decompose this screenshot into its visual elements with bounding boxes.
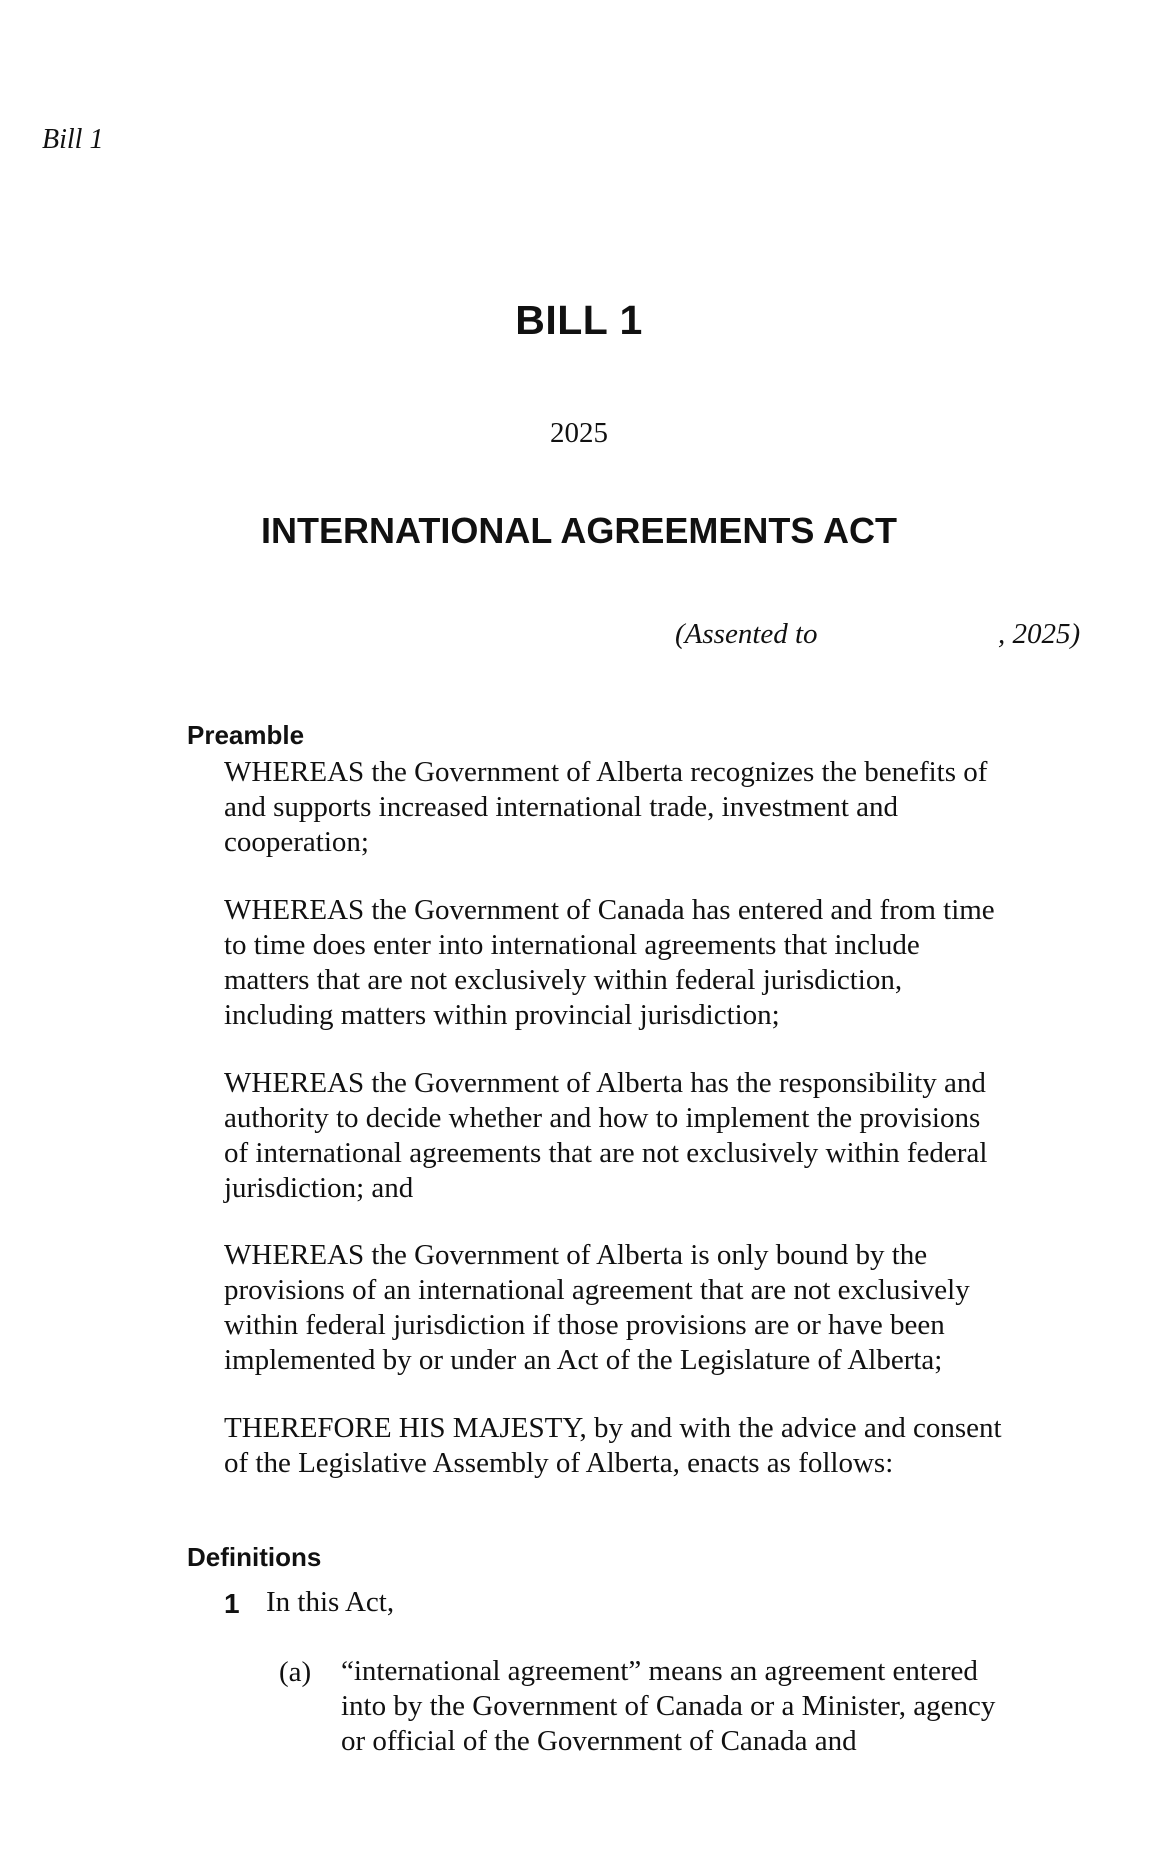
assent-suffix: , 2025) [998, 618, 1081, 650]
paragraph-line: WHEREAS the Government of Alberta has the responsibility and [224, 1067, 986, 1099]
running-head: Bill 1 [42, 124, 104, 155]
preamble-enacting-clause [224, 1411, 1104, 1481]
bill-year: 2025 [550, 417, 608, 449]
paragraph-line: jurisdiction; and [224, 1172, 414, 1204]
clause-line: into by the Government of Canada or a Minister, agency [341, 1690, 996, 1722]
preamble-paragraph-3 [224, 1066, 1104, 1206]
paragraph-line: including matters within provincial jurisdiction; [224, 999, 780, 1031]
preamble-paragraph-4 [224, 1238, 1104, 1378]
paragraph-line: WHEREAS the Government of Alberta recognizes the benefits of [224, 756, 988, 788]
preamble-paragraph-2 [224, 893, 1104, 1033]
paragraph-line: WHEREAS the Government of Canada has entered and from time [224, 894, 995, 926]
paragraph-line: and supports increased international trade, investment and [224, 791, 899, 823]
definitions-heading: Definitions [187, 1542, 322, 1572]
clause-text [341, 1654, 1101, 1759]
assent-line [675, 620, 1095, 649]
paragraph-line: within federal jurisdiction if those provisions are or have been [224, 1309, 945, 1341]
preamble-paragraph-1 [224, 755, 1104, 860]
paragraph-line: cooperation; [224, 826, 369, 858]
clause-label: (a) [279, 1656, 312, 1688]
clause-line: “international agreement” means an agreement entered [341, 1655, 978, 1687]
paragraph-line: matters that are not exclusively within federal jurisdiction, [224, 964, 903, 996]
paragraph-line: authority to decide whether and how to implement the provisions [224, 1102, 981, 1134]
section-intro: In this Act, [266, 1586, 395, 1618]
paragraph-line: of international agreements that are not exclusively within federal [224, 1137, 988, 1169]
paragraph-line: of the Legislative Assembly of Alberta, enacts as follows: [224, 1447, 894, 1479]
bill-title: BILL 1 [515, 297, 643, 343]
clause-line: or official of the Government of Canada and [341, 1725, 857, 1757]
act-title: INTERNATIONAL AGREEMENTS ACT [261, 510, 897, 551]
preamble-heading: Preamble [187, 720, 305, 750]
paragraph-line: THEREFORE HIS MAJESTY, by and with the advice and consent [224, 1412, 1002, 1444]
paragraph-line: provisions of an international agreement that are not exclusively [224, 1274, 970, 1306]
paragraph-line: to time does enter into international agreements that include [224, 929, 920, 961]
assent-prefix: (Assented to [675, 618, 818, 650]
paragraph-line: implemented by or under an Act of the Legislature of Alberta; [224, 1344, 943, 1376]
paragraph-line: WHEREAS the Government of Alberta is only bound by the [224, 1239, 928, 1271]
section-number: 1 [224, 1588, 240, 1619]
